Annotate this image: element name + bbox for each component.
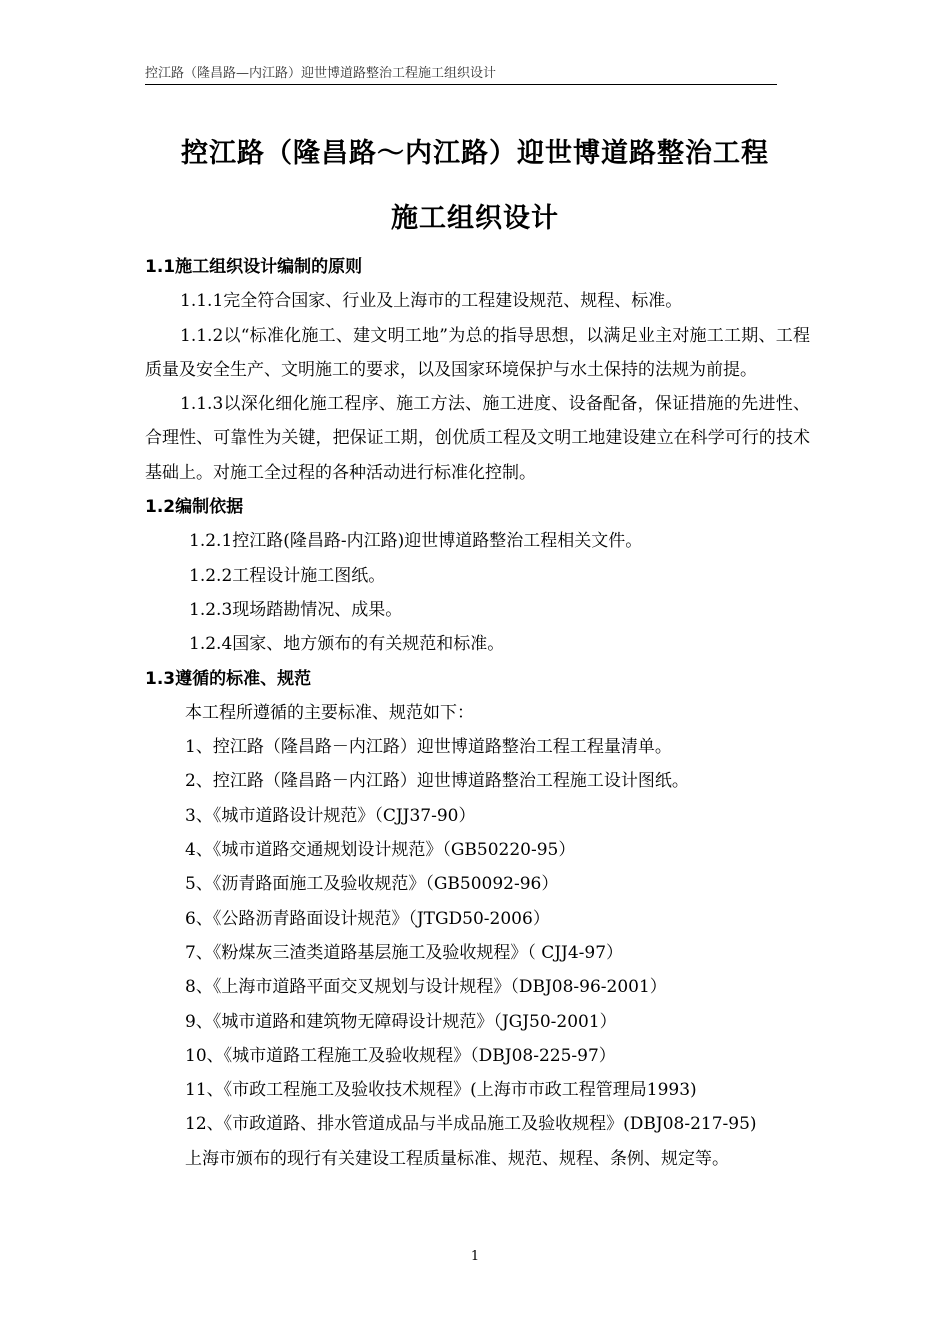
closing-line: 上海市颁布的现行有关建设工程质量标准、规范、规程、条例、规定等。 [185,1148,729,1169]
page-number: 1 [470,1249,480,1264]
standard-item: 11、《市政工程施工及验收技术规程》(上海市市政工程管理局1993) [185,1080,697,1101]
document-title-line-2: 施工组织设计 [391,203,559,234]
standard-item: 6、《公路沥青路面设计规范》（JTGD50-2006） [185,908,550,929]
standard-item: 4、《城市道路交通规划设计规范》（GB50220-95） [185,840,576,861]
standard-item: 3、《城市道路设计规范》（CJJ37-90） [185,805,476,826]
running-header: 控江路（隆昌路—内江路）迎世博道路整治工程施工组织设计 [145,64,777,85]
list-item: 1.2.2工程设计施工图纸。 [189,565,386,586]
standard-item: 12、《市政道路、排水管道成品与半成品施工及验收规程》(DBJ08-217-95) [185,1114,757,1135]
standard-item: 8、《上海市道路平面交叉规划与设计规程》（DBJ08-96-2001） [185,977,667,998]
standard-item: 2、控江路（隆昌路－内江路）迎世博道路整治工程施工设计图纸。 [185,771,689,792]
list-item: 1.2.3现场踏勘情况、成果。 [189,599,403,620]
paragraph-1-1-2: 1.1.2以“标准化施工、建文明工地”为总的指导思想，以满足业主对施工工期、工程质量及安全生产、文明施工的要求，以及国家环境保护与水土保持的法规为前提。 [145,325,810,380]
standard-item: 5、《沥青路面施工及验收规范》（GB50092-96） [185,874,559,895]
standard-item: 1、控江路（隆昌路－内江路）迎世博道路整治工程工程量清单。 [185,737,672,758]
document-body [145,250,810,1176]
section-heading-1-1: 1.1施工组织设计编制的原则 [145,257,363,277]
paragraph-1-1-1: 1.1.1完全符合国家、行业及上海市的工程建设规范、规程、标准。 [180,291,683,312]
standard-item: 10、《城市道路工程施工及验收规程》（DBJ08-225-97） [185,1045,616,1066]
document-title-line-1: 控江路（隆昌路～内江路）迎世博道路整治工程 [181,138,769,169]
list-item: 1.2.4国家、地方颁布的有关规范和标准。 [189,634,505,655]
section-intro: 本工程所遵循的主要标准、规范如下： [185,702,474,723]
standard-item: 9、《城市道路和建筑物无障碍设计规范》（JGJ50-2001） [185,1011,617,1032]
list-item: 1.2.1控江路(隆昌路-内江路)迎世博道路整治工程相关文件。 [189,531,643,552]
section-heading-1-2: 1.2编制依据 [145,497,244,518]
standard-item: 7、《粉煤灰三渣类道路基层施工及验收规程》（ CJJ4-97） [185,942,624,963]
section-heading-1-3: 1.3遵循的标准、规范 [145,668,312,689]
paragraph-1-1-3: 1.1.3以深化细化施工程序、施工方法、施工进度、设备配备，保证措施的先进性、合理性、可靠性为关键，把保证工期，创优质工程及文明工地建设建立在科学可行的技术基础上。对施工全过程的各种活动进行标准化控制。 [145,394,810,483]
